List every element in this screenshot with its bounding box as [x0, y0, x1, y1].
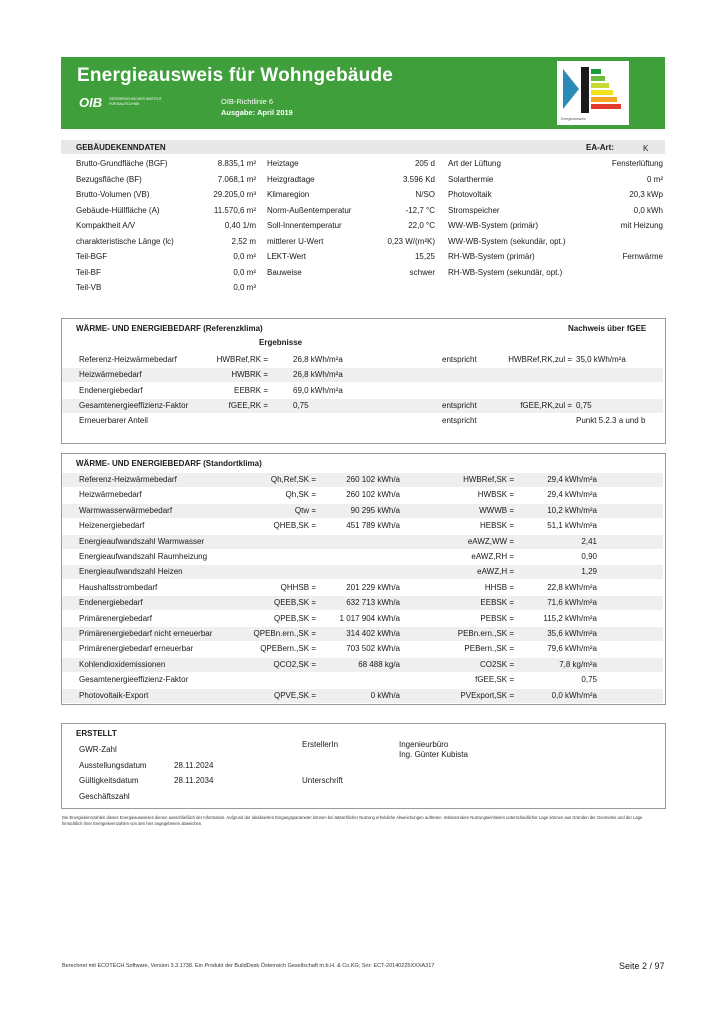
kenndaten-value: 0,0 m²: [233, 267, 256, 277]
row-value-2: 29,4 kWh/m²a: [547, 490, 597, 500]
disclaimer-footnote: Die Energiekennzahlen dieses Energieausweises dienen ausschließlich der Information. Aufgrund der idealisierten Eingangsparameter können bei tatsächlicher Nutzung erhebliche Abweichungen auftreten. Insbesondere Nutzungseinheiten unterschiedlicher Lage können aus Gründen der Geometrie und der Lage hinsichtlich ihrer Energiekennzahlen von den hier angegebenen abweichen.: [62, 815, 643, 826]
row-value-2: Punkt 5.2.3 a und b: [576, 416, 646, 426]
row-symbol: Qtw =: [294, 505, 316, 515]
kenndaten-label: Kompaktheit A/V: [76, 221, 136, 230]
row-symbol: QPVE,SK =: [273, 690, 316, 700]
row-symbol-2: EEBSK =: [480, 598, 514, 608]
row-label: Referenz-Heizwärmebedarf: [79, 355, 177, 364]
row-value: 26,8 kWh/m²a: [293, 370, 343, 380]
kenndaten-label: Teil-BGF: [76, 252, 108, 261]
ersteller-line1: Ingenieurbüro: [399, 740, 449, 749]
erstellt-label: Gültigkeitsdatum: [79, 776, 139, 785]
row-value: 314 402 kWh/a: [346, 629, 400, 638]
kenndaten-value: 11.570,6 m²: [213, 205, 256, 215]
kenndaten-value: 29.205,0 m³: [213, 190, 256, 199]
row-label: Gesamtenergieeffizienz-Faktor: [79, 400, 189, 410]
row-value-2: 35,0 kWh/m²a: [576, 355, 626, 364]
row-symbol: QEEB,SK =: [273, 598, 316, 608]
row-symbol-2: PEBn.ern.,SK =: [457, 629, 514, 638]
row-label: Kohlendioxidemissionen: [79, 659, 166, 669]
kenndaten-label: Soll-Innentemperatur: [267, 221, 342, 230]
kenndaten-value: mit Heizung: [620, 221, 663, 230]
row-value: 201 229 kWh/a: [346, 582, 400, 592]
row-value-2: 51,1 kWh/m²a: [547, 521, 597, 531]
kenndaten-value: -12,7 °C: [405, 205, 435, 215]
kenndaten-value: 7.068,1 m²: [217, 174, 256, 184]
kenndaten-value: Fernwärme: [622, 252, 663, 261]
row-value: 260 102 kWh/a: [346, 490, 400, 500]
row-symbol: QPEBern.,SK =: [260, 644, 316, 654]
row-label: Endenergiebedarf: [79, 598, 143, 608]
row-value-2: 71,6 kWh/m²a: [547, 598, 597, 608]
erstellt-label: Geschäftszahl: [79, 791, 130, 801]
kenndaten-label: Teil-VB: [76, 283, 102, 292]
ergebnisse-label: Ergebnisse: [259, 338, 303, 347]
kenndaten-value: 205 d: [414, 159, 435, 168]
row-label: Gesamtenergieeffizienz-Faktor: [79, 675, 189, 685]
header-banner: [61, 57, 665, 129]
oib-logo: OIB: [79, 95, 103, 110]
row-value: 1 017 904 kWh/a: [339, 613, 400, 623]
row-label: Primärenergiebedarf erneuerbar: [79, 644, 194, 654]
row-value-2: 0,90: [581, 552, 597, 561]
row-label: Referenz-Heizwärmebedarf: [79, 475, 177, 484]
row-symbol-2: PEBern.,SK =: [464, 644, 514, 654]
kenndaten-value: 15,25: [414, 252, 435, 261]
kenndaten-label: mittlerer U-Wert: [267, 236, 324, 246]
row-symbol-2: fGEE,RK,zul =: [520, 400, 572, 410]
row-label: Primärenergiebedarf: [79, 613, 152, 623]
row-symbol: QPEBn.ern.,SK =: [253, 629, 316, 638]
kenndaten-value: 0,0 m²: [233, 252, 256, 261]
row-value: 260 102 kWh/a: [346, 475, 400, 484]
row-value-2: 2,41: [581, 536, 597, 546]
row-value: 451 789 kWh/a: [346, 521, 400, 531]
page-number: Seite 2 / 97: [619, 961, 665, 971]
row-value-2: 79,6 kWh/m²a: [547, 644, 597, 654]
row-value-2: 10,2 kWh/m²a: [547, 505, 597, 515]
row-value-2: 7,8 kg/m²a: [559, 659, 597, 669]
row-value-2: 1,29: [581, 567, 597, 577]
row-symbol: QHHSB =: [280, 582, 316, 592]
kenndaten-value: 0,0 m³: [233, 283, 256, 292]
kenndaten-value: 3.596 Kd: [402, 174, 435, 184]
row-symbol-2: WWWB =: [479, 505, 514, 515]
kenndaten-value: 20,3 kWp: [629, 190, 663, 199]
erstellt-value: 28.11.2024: [174, 760, 214, 770]
row-label: Heizenergiebedarf: [79, 521, 145, 531]
row-value: 632 713 kWh/a: [346, 598, 400, 608]
kenndaten-label: RH-WB-System (sekundär, opt.): [448, 267, 563, 277]
row-value-2: 35,6 kWh/m²a: [547, 629, 597, 638]
row-value: 26,8 kWh/m²a: [293, 355, 343, 364]
energy-label-logo: [557, 61, 629, 125]
row-value-2: 0,0 kWh/m²a: [551, 690, 597, 700]
ea-art-label: EA-Art:: [586, 143, 614, 152]
oib-logo-subtitle: ÖSTERREICHISCHES INSTITUT FÜR BAUTECHNIK: [109, 97, 162, 106]
row-value-2: 29,4 kWh/m²a: [547, 475, 597, 484]
row-symbol-2: PEBSK =: [480, 613, 514, 623]
kenndaten-value: 22,0 °C: [408, 221, 435, 230]
row-symbol-2: eAWZ,H =: [477, 567, 514, 577]
gebaeudekenndaten-heading: GEBÄUDEKENNDATEN: [76, 143, 166, 152]
kenndaten-value: 0,40 1/m: [224, 221, 256, 230]
row-symbol: QPEB,SK =: [273, 613, 316, 623]
row-value: 68 488 kg/a: [358, 659, 400, 669]
row-symbol-2: eAWZ,WW =: [467, 536, 514, 546]
row-label: Heizwärmebedarf: [79, 490, 142, 500]
row-value: 0 kWh/a: [370, 690, 400, 700]
kenndaten-label: Brutto-Grundfläche (BGF): [76, 159, 168, 168]
row-symbol: Qh,Ref,SK =: [270, 475, 316, 484]
row-symbol: EEBRK =: [233, 385, 268, 395]
ausgabe-label: Ausgabe: April 2019: [221, 108, 293, 117]
row-symbol-2: PVExport,SK =: [460, 690, 514, 700]
richtlinie-label: OIB-Richtlinie 6: [221, 97, 274, 106]
row-symbol: Qh,SK =: [285, 490, 316, 500]
kenndaten-value: 2,52 m: [231, 236, 256, 246]
row-entspricht: entspricht: [442, 400, 477, 410]
row-label: Haushaltsstrombedarf: [79, 582, 158, 592]
document-title: Energieausweis für Wohngebäude: [77, 65, 394, 86]
kenndaten-label: Teil-BF: [76, 267, 101, 277]
kenndaten-value: N/SO: [415, 190, 435, 199]
row-symbol-2: HWBSK =: [477, 490, 514, 500]
erstellt-heading: ERSTELLT: [76, 729, 117, 738]
kenndaten-label: Stromspeicher: [448, 205, 500, 215]
kenndaten-label: Photovoltaik: [448, 190, 492, 199]
row-entspricht: entspricht: [442, 355, 477, 364]
standortklima-heading: WÄRME- UND ENERGIEBEDARF (Standortklima): [76, 459, 262, 468]
erstellt-frame: [61, 723, 666, 809]
logo-caption: Energieausweis: [561, 117, 586, 121]
row-value-2: 0,75: [581, 675, 597, 685]
kenndaten-label: Norm-Außentemperatur: [267, 205, 352, 215]
row-value-2: 22,8 kWh/m²a: [547, 582, 597, 592]
kenndaten-label: Bezugsfläche (BF): [76, 174, 142, 184]
kenndaten-label: Heizgradtage: [267, 174, 315, 184]
kenndaten-value: 0,23 W/(m²K): [387, 236, 435, 246]
row-value-2: 115,2 kWh/m²a: [543, 613, 597, 623]
kenndaten-label: Solarthermie: [448, 174, 494, 184]
row-symbol: QHEB,SK =: [273, 521, 316, 531]
software-footer: Berechnet mit ECOTECH Software, Version 3.3.1738. Ein Produkt der BuildDesk Österreich Gesellschaft m.b.H. & Co.KG; Snr: ECT-20140225XXXA317: [62, 963, 435, 969]
kenndaten-label: RH-WB-System (primär): [448, 252, 535, 261]
erstellt-value: 28.11.2034: [174, 776, 214, 785]
unterschrift-label: Unterschrift: [302, 776, 343, 785]
table-row: [62, 368, 663, 382]
row-symbol-2: HEBSK =: [479, 521, 514, 531]
row-symbol-2: fGEE,SK =: [475, 675, 514, 685]
erstellt-label: Ausstellungsdatum: [79, 760, 147, 770]
ersteller-line2: Ing. Günter Kubista: [399, 750, 468, 759]
row-symbol-2: CO2SK =: [479, 659, 514, 669]
row-label: Energieaufwandszahl Raumheizung: [79, 552, 208, 561]
kenndaten-value: 8.835,1 m²: [217, 159, 256, 168]
row-symbol-2: eAWZ,RH =: [471, 552, 514, 561]
row-value: 69,0 kWh/m²a: [293, 385, 343, 395]
row-value-2: 0,75: [576, 400, 592, 410]
kenndaten-label: charakteristische Länge (lc): [76, 236, 174, 246]
nachweis-label: Nachweis über fGEE: [568, 324, 647, 333]
ea-art-value: K: [643, 144, 649, 153]
kenndaten-label: Art der Lüftung: [448, 159, 501, 168]
row-label: Heizwärmebedarf: [79, 370, 142, 380]
referenzklima-heading: WÄRME- UND ENERGIEBEDARF (Referenzklima): [76, 324, 263, 333]
row-value: 703 502 kWh/a: [346, 644, 400, 654]
row-symbol: HWBRK =: [231, 370, 268, 380]
kenndaten-label: LEKT-Wert: [267, 252, 306, 261]
row-label: Energieaufwandszahl Heizen: [79, 567, 183, 577]
kenndaten-label: Brutto-Volumen (VB): [76, 190, 150, 199]
row-label: Photovoltaik-Export: [79, 690, 149, 700]
kenndaten-label: Bauweise: [267, 267, 302, 277]
ersteller-label: ErstellerIn: [302, 740, 339, 749]
row-symbol-2: HHSB =: [484, 582, 514, 592]
kenndaten-value: 0,0 kWh: [633, 205, 663, 215]
row-symbol: fGEE,RK =: [228, 400, 268, 410]
row-label: Warmwasserwärmebedarf: [79, 505, 173, 515]
row-symbol: HWBRef,RK =: [216, 355, 268, 364]
row-symbol: QCO2,SK =: [273, 659, 316, 669]
erstellt-label: GWR-Zahl: [79, 745, 117, 754]
energy-bars-icon: [557, 61, 629, 125]
kenndaten-label: WW-WB-System (sekundär, opt.): [448, 236, 566, 246]
row-symbol-2: HWBRef,SK =: [463, 475, 514, 484]
row-label: Primärenergiebedarf nicht erneuerbar: [79, 629, 213, 638]
kenndaten-value: 0 m²: [647, 174, 663, 184]
kenndaten-label: WW-WB-System (primär): [448, 221, 539, 230]
kenndaten-label: Klimaregion: [267, 190, 310, 199]
row-label: Erneuerbarer Anteil: [79, 416, 148, 426]
kenndaten-label: Heiztage: [267, 159, 299, 168]
kenndaten-value: Fensterlüftung: [611, 159, 663, 168]
row-label: Energieaufwandszahl Warmwasser: [79, 536, 205, 546]
row-label: Endenergiebedarf: [79, 385, 143, 395]
row-symbol-2: HWBRef,RK,zul =: [508, 355, 572, 364]
row-value: 0,75: [293, 400, 309, 410]
kenndaten-label: Gebäude-Hüllfläche (A): [76, 205, 160, 215]
kenndaten-value: schwer: [409, 267, 435, 277]
row-value: 90 295 kWh/a: [350, 505, 400, 515]
row-entspricht: entspricht: [442, 416, 477, 426]
